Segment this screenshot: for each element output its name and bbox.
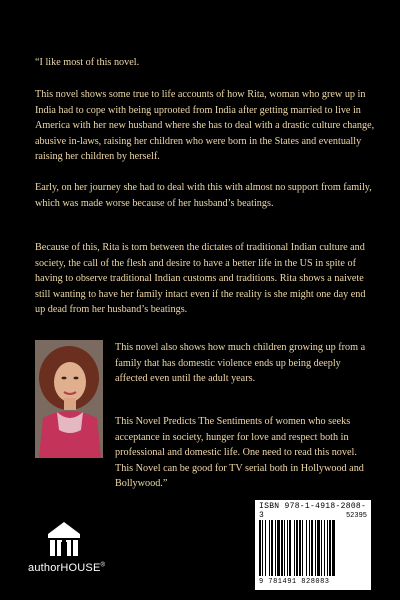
barcode-bar <box>309 520 310 576</box>
publisher-name: authorHOUSE® <box>28 562 106 574</box>
barcode-bar <box>287 520 288 576</box>
barcode-bar <box>275 520 276 576</box>
barcode-bar <box>329 520 331 576</box>
barcode-bar <box>332 520 335 576</box>
isbn-label: ISBN 978-1-4918-2808-3 <box>259 502 367 520</box>
synopsis-paragraph: This novel also shows how much children growing up from a family that has domestic violence ends up being deeply affected even until the adult years. <box>115 342 366 384</box>
synopsis-paragraph: Early, on her journey she had to deal with this with almost no support from family, which was made worse because of her husband’s beatings. <box>35 182 372 209</box>
synopsis-paragraph: This novel shows some true to life accounts of how Rita, woman who grew up in India had to cope with being uprooted from India after getting married to live in America with her new husband where she has to deal with a drastic culture change, abusive in-laws, raising her children who were born in the States and eventually raising her children by herself. <box>35 89 375 162</box>
barcode-bar <box>324 520 325 576</box>
barcode-bars <box>259 520 367 576</box>
barcode-bar <box>259 520 261 576</box>
barcode-bar <box>269 520 270 576</box>
barcode-bar <box>277 520 280 576</box>
book-icon <box>46 520 82 558</box>
barcode-bar <box>296 520 298 576</box>
barcode-bar <box>315 520 316 576</box>
barcode-bar <box>289 520 291 576</box>
author-photo <box>35 340 103 458</box>
price-code: 52395 <box>345 512 367 520</box>
barcode-bar <box>284 520 285 576</box>
barcode-bar <box>271 520 273 576</box>
barcode-bar <box>311 520 313 576</box>
barcode-bar <box>262 520 263 576</box>
barcode-digits: 9 781491 828083 <box>259 578 330 586</box>
barcode-bar <box>317 520 320 576</box>
barcode-bar <box>302 520 303 576</box>
barcode-bar <box>281 520 283 576</box>
synopsis-paragraph: Because of this, Rita is torn between the dictates of traditional Indian culture and society, the call of the flesh and desire to have a better life in the US in spite of having to observe traditional Indian customs and traditions. Rita shows a naivete still wanting to have her family intact even if the reality is she might one day end up dead from her husband’s beatings. <box>35 242 366 315</box>
isbn-barcode <box>255 500 371 590</box>
barcode-bar <box>299 520 301 576</box>
barcode-bar <box>294 520 295 576</box>
publisher-logo <box>28 520 106 580</box>
quote-opening: “I like most of this novel. <box>35 57 140 68</box>
closing-quote-paragraph: This Novel Predicts The Sentiments of women who seeks acceptance in society, hunger for love and respect both in professional and domestic life. One need to read this novel. This Novel can be good for TV serial both in Hollywood and Bollywood.” <box>115 416 364 489</box>
barcode-bar <box>327 520 328 576</box>
barcode-bar <box>306 520 307 576</box>
barcode-bar <box>321 520 322 576</box>
barcode-bar <box>265 520 266 576</box>
